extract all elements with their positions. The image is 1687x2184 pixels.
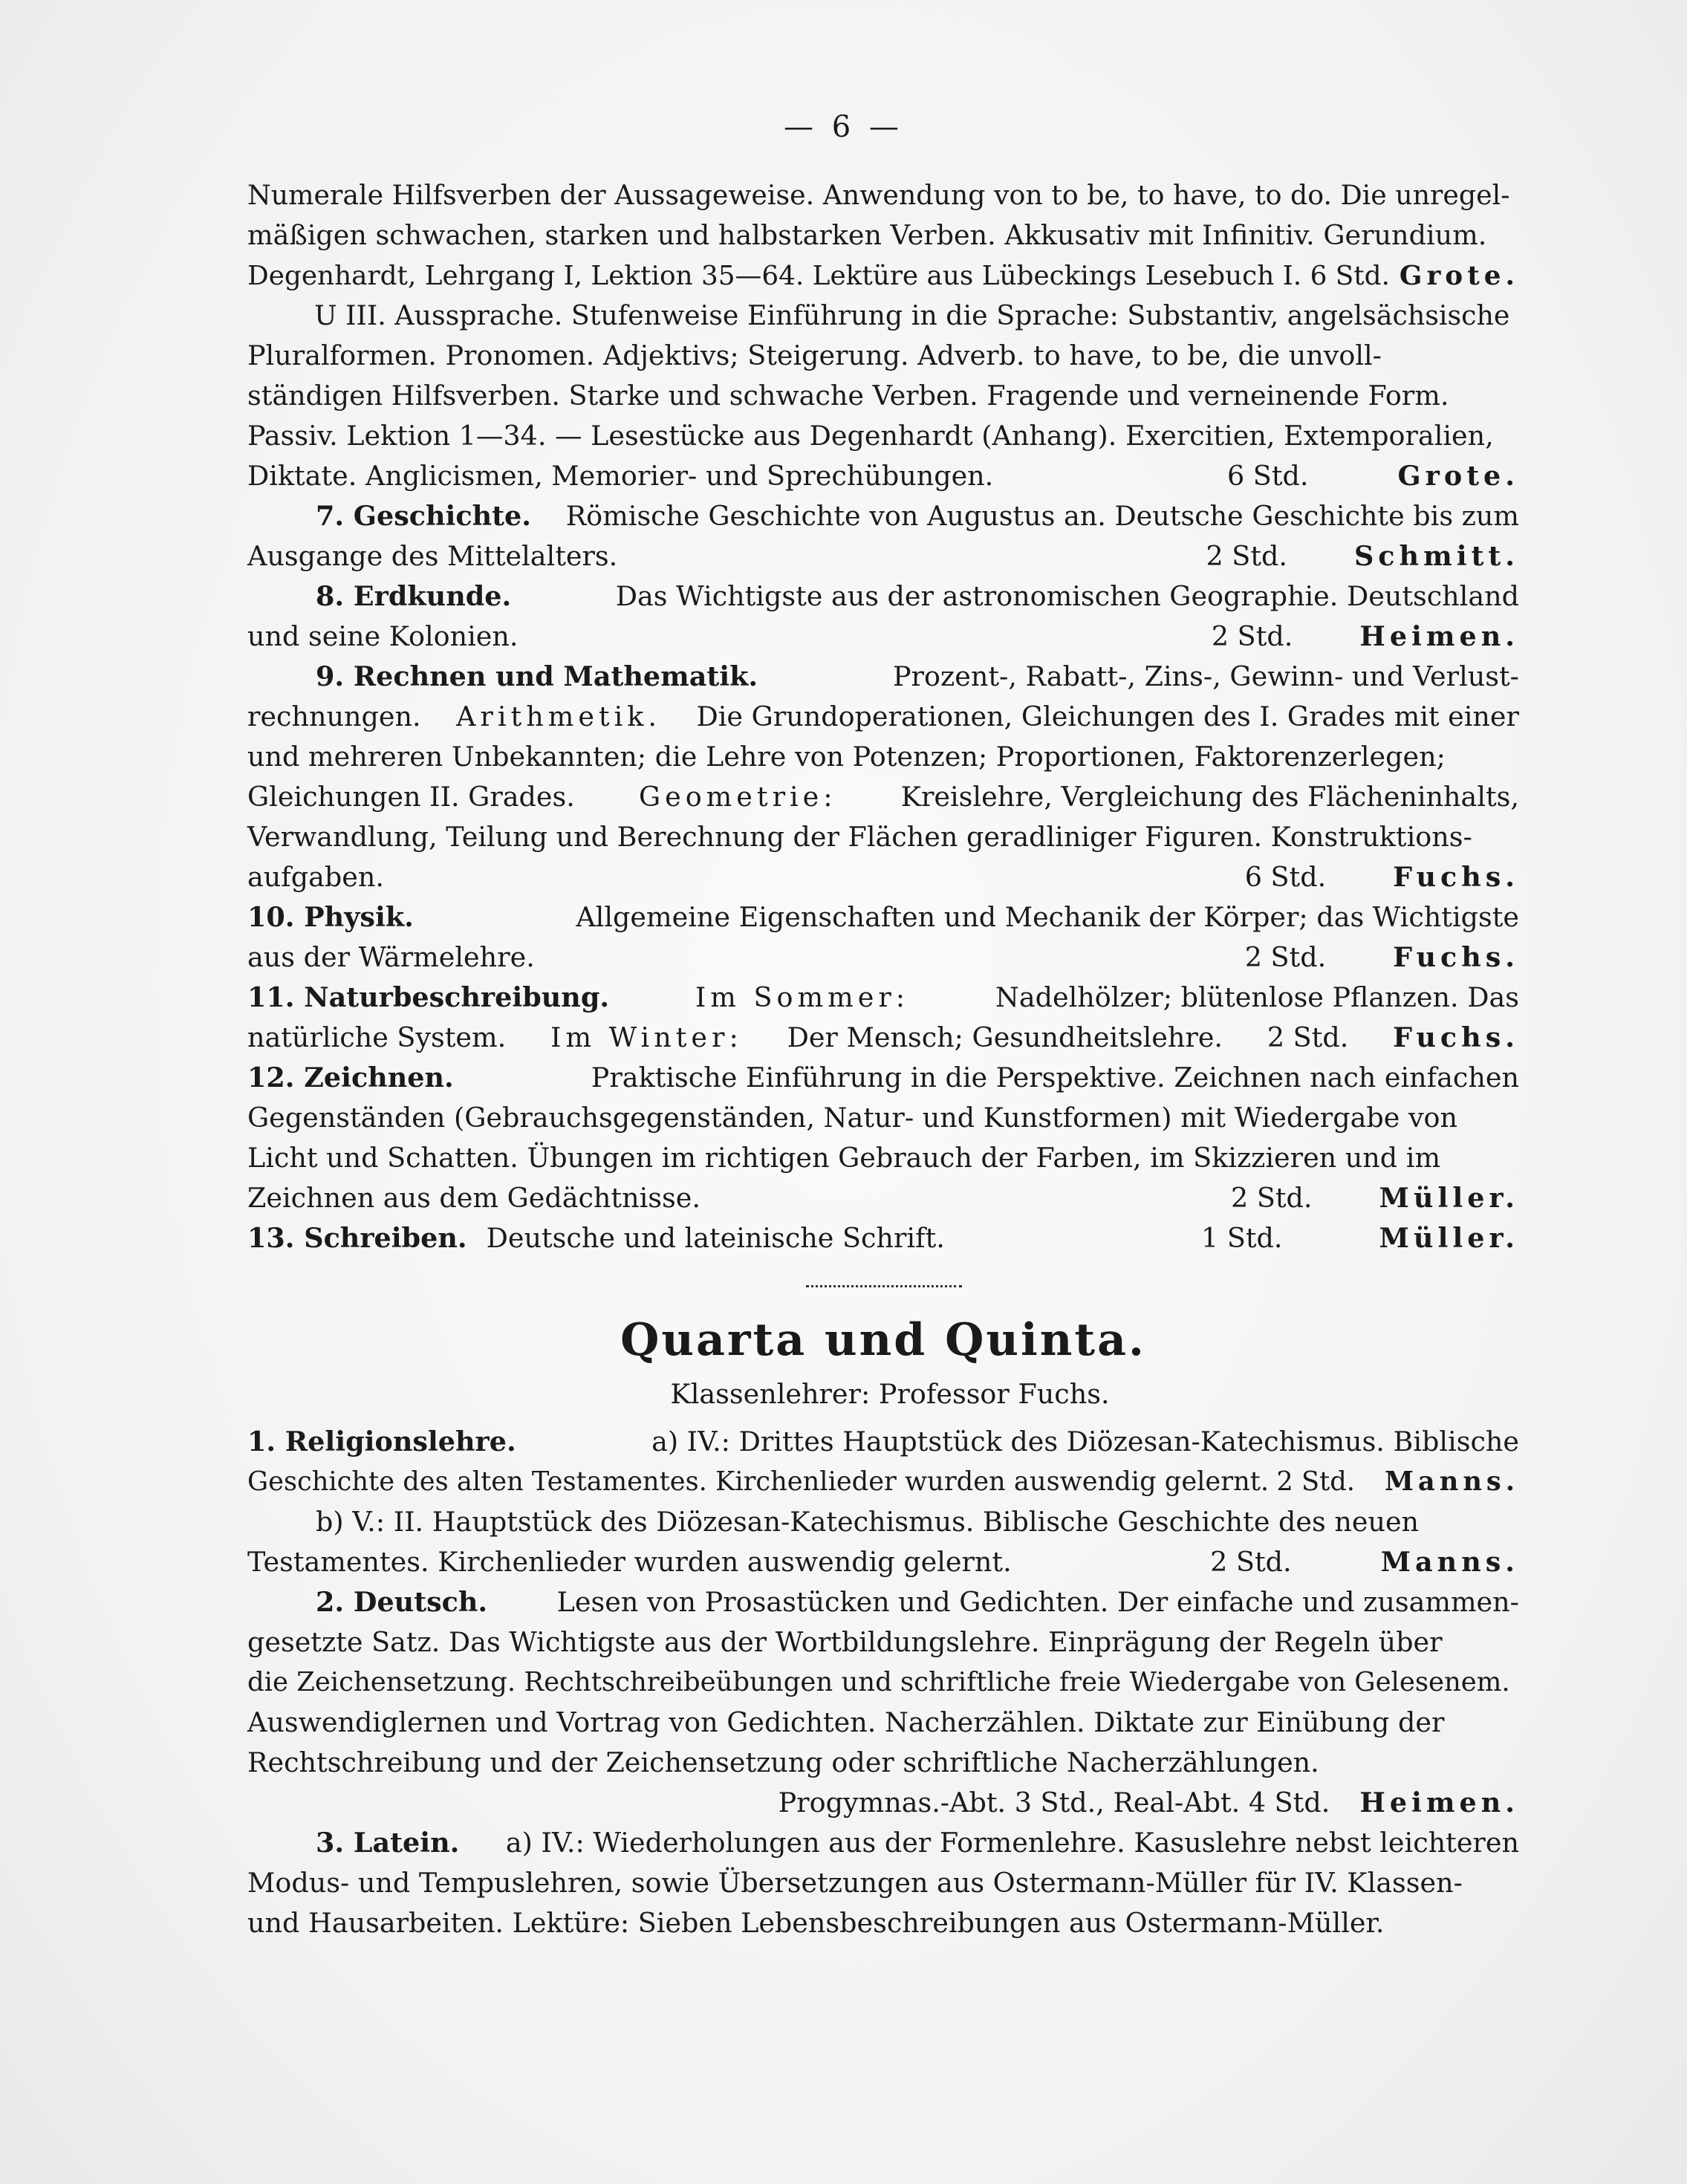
text-span: Ausgange des Mittelalters. (247, 540, 618, 572)
section-title: 7. Geschichte. (316, 500, 531, 532)
section-title: 9. Rechnen und Mathematik. (316, 660, 758, 692)
text-line (247, 1542, 1519, 1582)
text-line (247, 857, 1519, 897)
text-line (247, 175, 1519, 215)
hours: 2 Std. (1267, 1021, 1349, 1053)
text-line (247, 1422, 1519, 1462)
text-line (247, 737, 1519, 777)
text-line (247, 897, 1519, 937)
text-span: Pluralformen. Pronomen. Adjektivs; Steigerung. Adverb. to have, to be, die unvoll- (247, 339, 1382, 371)
text-line (247, 777, 1519, 817)
text-span: Das Wichtigste aus der astronomischen Geographie. Deutschland (615, 580, 1519, 612)
text-span: aufgaben. (247, 861, 384, 893)
text-line (247, 1703, 1519, 1743)
hours: 6 Std. (1226, 460, 1309, 492)
text-line (247, 496, 1519, 536)
section-divider (247, 1258, 1519, 1303)
hours: 2 Std. (1276, 1466, 1355, 1497)
text-span: Arithmetik. (456, 701, 661, 732)
text-span: Praktische Einführung in die Perspektive. Zeichnen nach einfachen (591, 1062, 1519, 1093)
text-span: a) IV.: Wiederholungen aus der Formenlehre. Kasuslehre nebst leichteren (505, 1827, 1519, 1859)
section-title: 3. Latein. (316, 1827, 460, 1859)
text-span: Gleichungen II. Grades. (247, 781, 575, 813)
hours: 6 Std. (1244, 861, 1327, 893)
hours: 1 Std. (1201, 1222, 1283, 1254)
hours-teacher (1276, 1462, 1519, 1502)
teacher-name: Fuchs. (1393, 861, 1519, 893)
teacher-name: Fuchs. (1393, 1021, 1519, 1053)
text-span: Die Grundoperationen, Gleichungen des I. Grades mit einer (696, 701, 1519, 732)
text-span: U III. Aussprache. Stufenweise Einführung in die Sprache: Substantiv, angelsächsische (314, 299, 1510, 331)
hours-teacher (779, 1783, 1519, 1823)
text-line (247, 456, 1519, 496)
page-number: — 6 — (784, 110, 903, 144)
section-heading: Quarta und Quinta. (620, 1314, 1146, 1366)
text-span: b) V.: II. Hauptstück des Diözesan-Katechismus. Biblische Geschichte des neuen (316, 1506, 1420, 1538)
text-block (247, 175, 1519, 1943)
text-line (247, 1018, 1519, 1058)
text-span: Zeichnen aus dem Gedächtnisse. (247, 1182, 701, 1214)
hours-teacher (1245, 937, 1519, 978)
text-span: Passiv. Lektion 1—34. — Lesestücke aus Degenhardt (Anhang). Exercitien, Extemporalien, (247, 420, 1494, 452)
text-span: und Hausarbeiten. Lektüre: Sieben Lebensbeschreibungen aus Ostermann-Müller. (247, 1907, 1385, 1939)
text-span: Gegenständen (Gebrauchsgegenständen, Natur- und Kunstformen) mit Wiedergabe von (247, 1102, 1458, 1134)
text-line (247, 1502, 1519, 1542)
text-span: Geometrie: (638, 781, 837, 813)
text-line (247, 817, 1519, 857)
text-line (247, 336, 1519, 376)
text-line (247, 1622, 1519, 1663)
text-span: Numerale Hilfsverben der Aussageweise. Anwendung von to be, to have, to do. Die unregel- (247, 179, 1510, 211)
teacher-name: Grote. (1399, 260, 1519, 291)
text-line (247, 215, 1519, 256)
teacher-name: Müller. (1379, 1222, 1519, 1254)
section-title: 10. Physik. (247, 901, 414, 933)
text-span: Auswendiglernen und Vortrag von Gedichten. Nacherzählen. Diktate zur Einübung der (247, 1706, 1445, 1738)
text-span: Modus- und Tempuslehren, sowie Übersetzungen aus Ostermann-Müller für IV. Klassen- (247, 1867, 1463, 1899)
text-span: Prozent-, Rabatt-, Zins-, Gewinn- und Verlust- (893, 660, 1519, 692)
text-span: Nadelhölzer; blütenlose Pflanzen. Das (995, 981, 1519, 1013)
text-line (247, 1663, 1519, 1703)
text-line (247, 1218, 1519, 1258)
text-span: Rechtschreibung und der Zeichensetzung oder schriftliche Nacherzählungen. (247, 1746, 1319, 1778)
text-span: Testamentes. Kirchenlieder wurden auswendig gelernt. (247, 1546, 1012, 1578)
text-line (247, 1138, 1519, 1178)
text-line (247, 657, 1519, 697)
klassenlehrer-line: Klassenlehrer: Professor Fuchs. (670, 1378, 1110, 1410)
text-line (247, 1863, 1519, 1903)
hours: 2 Std. (1206, 540, 1287, 572)
text-line (247, 1462, 1519, 1502)
text-span: a) IV.: Drittes Hauptstück des Diözesan-Katechismus. Biblische (651, 1426, 1519, 1457)
text-line (247, 296, 1519, 336)
text-span: Im Sommer: (695, 981, 910, 1013)
text-span: Deutsche und lateinische Schrift. (486, 1222, 945, 1254)
text-line (247, 978, 1519, 1018)
text-span: Im Winter: (550, 1021, 743, 1053)
hours: 2 Std. (1244, 941, 1327, 973)
section-title: 12. Zeichnen. (247, 1062, 454, 1093)
text-span: und mehreren Unbekannten; die Lehre von Potenzen; Proportionen, Faktorenzerlegen; (247, 741, 1446, 773)
text-line (247, 376, 1519, 416)
hours-teacher (1206, 536, 1519, 576)
text-line (247, 1058, 1519, 1098)
teacher-name: Müller. (1379, 1182, 1519, 1214)
text-line (247, 697, 1519, 737)
text-line (247, 1903, 1519, 1943)
hours-teacher (1227, 456, 1519, 496)
text-span: Diktate. Anglicismen, Memorier- und Sprechübungen. (247, 460, 994, 492)
text-line (247, 1582, 1519, 1622)
teacher-name: Schmitt. (1353, 540, 1519, 572)
section-title: 8. Erdkunde. (316, 580, 512, 612)
section-title: 2. Deutsch. (316, 1586, 488, 1618)
text-span: Geschichte des alten Testamentes. Kirchenlieder wurden auswendig gelernt. (247, 1466, 1270, 1497)
text-line (247, 617, 1519, 657)
text-line (247, 1823, 1519, 1863)
section-title: 11. Naturbeschreibung. (247, 981, 610, 1013)
hours: 2 Std. (1210, 1546, 1292, 1578)
text-line (247, 536, 1519, 576)
text-line (247, 937, 1519, 978)
text-line (247, 256, 1519, 296)
hours: 2 Std. (1211, 620, 1293, 652)
hours: 2 Std. (1231, 1182, 1313, 1214)
teacher-name: Fuchs. (1393, 941, 1519, 973)
text-line (247, 1178, 1519, 1218)
text-span: Degenhardt, Lehrgang I, Lektion 35—64. Lektüre aus Lübeckings Lesebuch I. 6 Std. (247, 261, 1390, 291)
text-line (247, 416, 1519, 456)
text-span: rechnungen. (247, 701, 421, 732)
text-line (247, 1743, 1519, 1783)
hours: Progymnas.-Abt. 3 Std., Real-Abt. 4 Std. (778, 1787, 1330, 1819)
section-title: 13. Schreiben. (247, 1222, 467, 1254)
text-group (247, 1218, 945, 1258)
hours-teacher (1201, 1218, 1519, 1258)
text-span: Verwandlung, Teilung und Berechnung der Flächen geradliniger Figuren. Konstruktions- (247, 821, 1472, 853)
teacher-name: Heimen. (1359, 620, 1519, 652)
text-span: Der Mensch; Gesundheitslehre. (787, 1021, 1223, 1053)
text-span: ständigen Hilfsverben. Starke und schwache Verben. Fragende und verneinende Form. (247, 380, 1449, 412)
text-span: Lesen von Prosastücken und Gedichten. Der einfache und zusammen- (556, 1586, 1519, 1618)
text-span: aus der Wärmelehre. (247, 941, 535, 973)
section-title: 1. Religionslehre. (247, 1426, 516, 1457)
text-line (247, 1783, 1519, 1823)
text-line (247, 576, 1519, 617)
text-span: mäßigen schwachen, starken und halbstarken Verben. Akkusativ mit Infinitiv. Gerundium. (247, 219, 1487, 251)
text-span: Licht und Schatten. Übungen im richtigen Gebrauch der Farben, im Skizzieren und im (247, 1142, 1441, 1174)
text-span: Römische Geschichte von Augustus an. Deutsche Geschichte bis zum (565, 500, 1519, 532)
text-span: die Zeichensetzung. Rechtschreibeübungen und schriftliche freie Wiedergabe von Gelesenem. (247, 1667, 1510, 1697)
text-span: natürliche System. (247, 1021, 507, 1053)
teacher-name: Manns. (1380, 1546, 1519, 1578)
text-span: Allgemeine Eigenschaften und Mechanik der Körper; das Wichtigste (576, 901, 1519, 933)
hours-teacher (1245, 857, 1519, 897)
hours-teacher (1212, 617, 1519, 657)
text-span: und seine Kolonien. (247, 620, 519, 652)
hours-teacher (1231, 1178, 1519, 1218)
teacher-name: Grote. (1397, 460, 1519, 492)
text-span: Kreislehre, Vergleichung des Flächeninhalts, (900, 781, 1519, 813)
text-line (247, 1098, 1519, 1138)
teacher-name: Heimen. (1359, 1787, 1519, 1819)
text-span: gesetzte Satz. Das Wichtigste aus der Wortbildungslehre. Einprägung der Regeln über (247, 1626, 1443, 1658)
hours-teacher (1210, 1542, 1519, 1582)
teacher-name: Manns. (1384, 1466, 1519, 1497)
